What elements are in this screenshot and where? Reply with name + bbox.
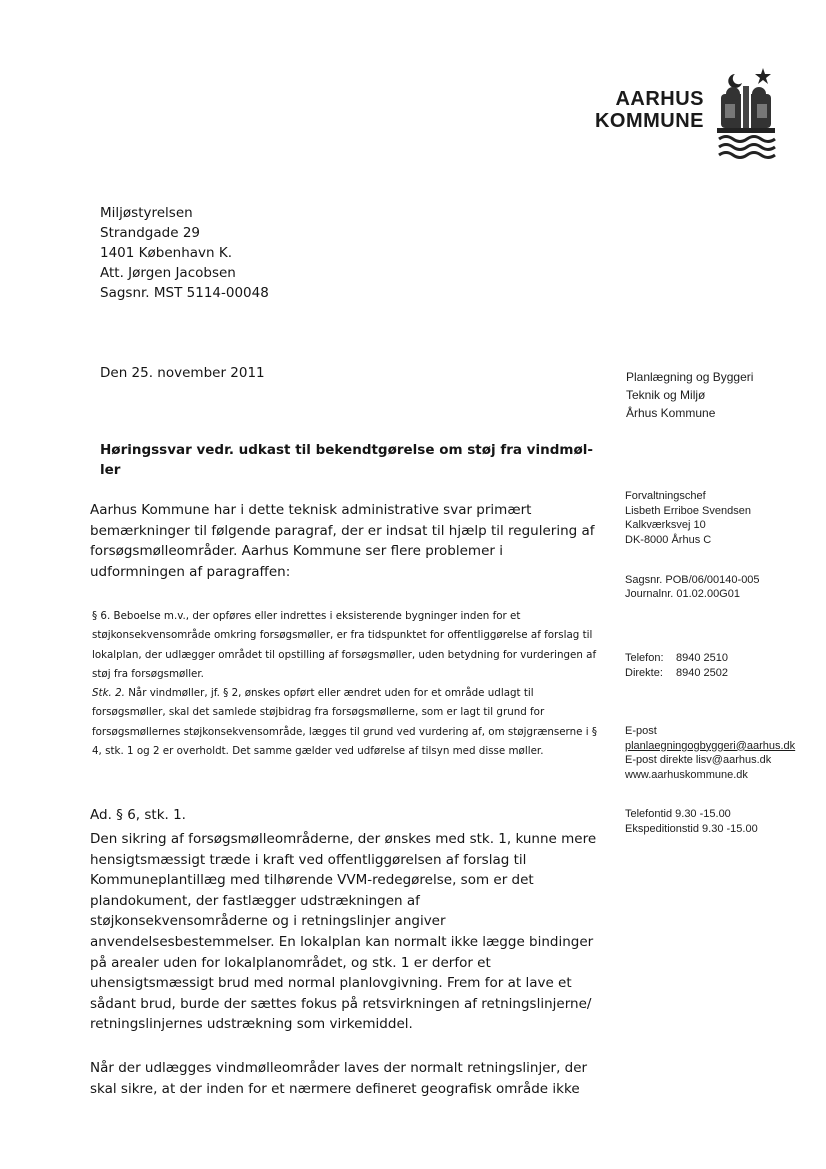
logo-line-1: AARHUS	[615, 88, 704, 110]
website: www.aarhuskommune.dk	[625, 768, 748, 781]
recipient-street: Strandgade 29	[100, 225, 200, 241]
dept-line: Århus Kommune	[626, 406, 716, 420]
quoted-regulation	[92, 607, 600, 761]
dept-line: Teknik og Miljø	[626, 388, 706, 402]
phone-numbers	[625, 651, 728, 680]
contact-line: DK-8000 Århus C	[625, 533, 712, 546]
stk-label: Stk. 2.	[92, 687, 125, 700]
contact-line: Kalkværksvej 10	[625, 519, 706, 531]
stk-text: Når vindmøller, jf. § 2, ønskes opført eller ændret uden for et område udlagt til forsøgsmøller, skal det samlede støjbidrag fra forsøgsmøllerne, som er lagt til grund for forsøgsmøllernes støjkonsekvensområde, lægges til grund ved vurdering af, om støjgrænserne i § 4, stk. 1 og 2 er overholdt. Det samme gælder ved udførelse af tilsyn med disse møller.	[92, 687, 598, 758]
opening-hours	[625, 807, 758, 837]
phone-hours: Telefontid 9.30 -15.00	[625, 808, 731, 820]
recipient-attention: Att. Jørgen Jacobsen	[100, 265, 236, 281]
body-paragraph: Når der udlægges vindmølleområder laves der normalt retningslinjer, der skal sikre, at der inden for et nærmere defineret geografisk område ikke	[90, 1060, 588, 1097]
email-link[interactable]: planlaegningogbyggeri@aarhus.dk	[625, 739, 796, 752]
email-label: E-post	[625, 725, 657, 737]
quote-section-6: § 6. Beboelse m.v., der opføres eller indrettes i eksisterende bygninger inden for et støjkonsekvensområde omkring forsøgsmøller, er fra tidspunktet for offentliggørelse af forslag til lokalplan, der udlægger området til opstilling af forsøgsmøller, uden betydning for vurderingen af støj fra forsøgsmøller.	[92, 610, 597, 680]
aarhus-seal-logo	[713, 64, 779, 160]
contact-line: Forvaltningschef	[625, 490, 706, 502]
recipient-address	[100, 203, 269, 303]
section-heading: Ad. § 6, stk. 1.	[90, 807, 186, 823]
logo-wordmark	[595, 88, 704, 132]
recipient-case-number: Sagsnr. MST 5114-00048	[100, 285, 269, 301]
dept-line: Planlægning og Byggeri	[626, 370, 754, 384]
letter-date: Den 25. november 2011	[100, 365, 265, 381]
quote-stk-2	[92, 684, 600, 761]
email-info	[625, 724, 795, 782]
body-paragraph: Den sikring af forsøgsmølleområderne, der ønskes med stk. 1, kunne mere hensigtsmæssigt træde i kraft ved offentliggørelsen af forslag til Kommuneplantillæg med tilhørende VVM-redegørelse, som er det plandokument, der fastlægger udstrækningen af støjkonsekvensområderne og i retningslinjer angiver anvendelsesbestemmelser. En lokalplan kan normalt ikke lægge bindinger på arealer uden for lokalplanområdet, og stk. 1 er derfor et uhensigtsmæssigt brud med normal planlovgivning. Frem for at lave et sådant brud, burde der sættes fokus på retsvirkningen af retningslinjerne/ retningslinjernes udstrækning som virkemiddel.	[90, 831, 597, 1033]
contact-line: Lisbeth Erriboe Svendsen	[625, 504, 751, 517]
email-direct: E-post direkte lisv@aarhus.dk	[625, 754, 772, 766]
recipient-name: Miljøstyrelsen	[100, 205, 193, 221]
sender-case-info	[625, 573, 760, 601]
direct-value: 8940 2502	[676, 666, 728, 679]
sender-contact	[625, 489, 751, 547]
journal-number: Journalnr. 01.02.00G01	[625, 588, 740, 600]
sender-department	[626, 368, 753, 422]
recipient-city: 1401 København K.	[100, 245, 233, 261]
phone-value: 8940 2510	[676, 652, 728, 664]
letter-subject: Høringssvar vedr. udkast til bekendtgørelse om støj fra vindmøl-ler	[100, 442, 593, 478]
case-number: Sagsnr. POB/06/00140-005	[625, 574, 760, 586]
office-hours: Ekspeditionstid 9.30 -15.00	[625, 823, 758, 835]
body-paragraph: Aarhus Kommune har i dette teknisk administrative svar primært bemærkninger til følgende paragraf, der er indsat til hjælp til regulering af forsøgsmølleområder. Aarhus Kommune ser flere problemer i udformningen af paragraffen:	[90, 502, 595, 580]
phone-label: Telefon:	[625, 652, 664, 664]
direct-label: Direkte:	[625, 666, 663, 679]
logo-line-2: KOMMUNE	[594, 110, 704, 132]
